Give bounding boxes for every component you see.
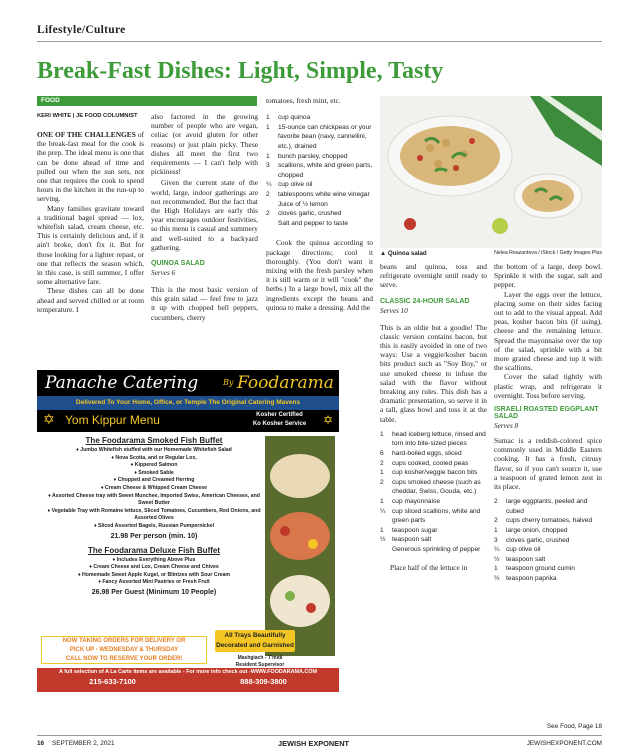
paragraph: This is an oldie but a goodie! The classic version contains bacon, but this is easily avoided in one of two ways: Use a veggie/kosher bacon bits product such as "Soy Boy," or use smoked cheese to infuse the salad with the flavor without breaking any rules. This dish has a dramatic presentation, so serve it in a tall, glass bowl and toss it at the table. (380, 322, 487, 424)
ingredient-item (380, 507, 487, 526)
ingredient-text: teaspoon sugar (392, 526, 438, 534)
column-5 (494, 262, 602, 584)
ingredient-quantity: 1 (380, 469, 384, 477)
buffet-item: ♦ Cream Cheese & Whipped Cream Cheese (100, 484, 208, 491)
ingredient-item (494, 564, 602, 574)
ingredient-text: teaspoon ground cumin (506, 565, 575, 573)
paragraph: These dishes can all be done ahead and served chilled or at room temperature. I (37, 286, 144, 314)
ingredient-item (380, 449, 487, 459)
ingredient-quantity: ½ (380, 536, 386, 544)
buffet1-items (45, 447, 263, 531)
food-platter-illustration (265, 436, 335, 656)
buffet2-title: The Foodarama Deluxe Fish Buffet (87, 545, 221, 555)
ad-phone-2[interactable]: 888-309-3800 (240, 677, 287, 686)
buffet-item: ♦ Cream Cheese and Lox, Cream Cheese and Chives (89, 564, 219, 571)
order-line-3: CALL NOW TO RESERVE YOUR ORDER! (65, 656, 183, 662)
ad-brand-foodarama: Foodarama (237, 373, 334, 393)
col2-body (151, 112, 258, 252)
ingredient-text: Generous sprinkling of pepper (392, 545, 481, 553)
ingredient-item (380, 430, 487, 449)
recipe-serves: Serves 10 (380, 306, 408, 315)
photo-credit: Nelea Reazanteva / iStock / Getty Images Plus (494, 250, 602, 256)
ingredient-quantity: 1 (380, 498, 384, 505)
ad-mashgiach (225, 655, 295, 668)
ingredient-quantity: 1 (380, 526, 384, 534)
recipe-title: ISRAELI ROASTED EGGPLANT SALAD (494, 406, 599, 421)
trays-line-1: All Trays Beautifully (224, 632, 286, 639)
ingredient-item (266, 180, 373, 190)
ad-footer-text: A full selection of A La Carte items are available - For more info check out -WWW.FOODARAMA.COM (59, 669, 317, 675)
ingredient-item (266, 209, 373, 219)
ingredient-item (380, 526, 487, 536)
ad-kosher-2: Ko Kosher Service (252, 421, 307, 427)
ingredient-text: cup olive oil (278, 181, 313, 189)
ingredient-quantity (266, 200, 278, 210)
ingredient-list (380, 430, 487, 555)
ad-brand-by: By (223, 378, 234, 387)
column-1 (37, 112, 144, 314)
ingredient-item (266, 113, 373, 123)
ingredient-quantity: 1 (494, 527, 498, 535)
ingredient-item (494, 536, 602, 546)
buffet-item: ♦ Fancy Assorted Mini Pastries or Fresh Fruit (98, 579, 210, 586)
ingredient-text: cup kosher/veggie bacon bits (392, 469, 478, 477)
ingredient-text: cup quinoa (278, 114, 311, 122)
mashgiach-line-2: Resident Supervisor (235, 661, 285, 668)
ad-order-box (41, 636, 207, 664)
footer-rule (37, 735, 602, 736)
buffet-item: ♦ Homemade Sweet Apple Kugel, or Blintzes with Sour Cream (77, 571, 231, 578)
paragraph: the bottom of a large, deep bowl. Sprinkle it with the sugar, salt and pepper. (494, 262, 602, 290)
mashgiach-line-1: Mashgiach - T'midi (237, 655, 283, 661)
ad-trays-badge (215, 630, 295, 652)
ingredient-text: bunch parsley, chopped (278, 152, 348, 160)
ingredient-text: Juice of ½ lemon (278, 200, 328, 208)
ingredient-text: head iceberg lettuce, rinsed and torn into bite-sized pieces (392, 430, 486, 448)
see-jump: See Food, Page 18 (546, 723, 602, 730)
catering-advertisement (37, 370, 339, 692)
ingredient-text: tablespoons white wine vinegar (278, 190, 370, 198)
ingredient-item (380, 497, 487, 507)
recipe-serves: Serves 6 (151, 269, 176, 278)
ingredient-text: large onion, chopped (506, 527, 568, 535)
ingredient-quantity: 2 (494, 498, 498, 506)
ad-brand-panache: Panache Catering (45, 373, 199, 393)
ingredient-quantity: 1 (494, 565, 498, 573)
paragraph: This is the most basic version of this grain salad — feel free to jazz it up with chopped bell peppers, cucumbers, cherry (151, 285, 258, 322)
buffet-item: ♦ Includes Everything Above Plus (112, 556, 196, 563)
paragraph: Cook the quinoa according to package directions; cool it thoroughly. (You don't want it mixing with the fresh parsley when it is still warm or it will "cook" the herbs.) In a large bowl, mix all the ingredients except the beans and quinoa to make a dressing. Add the (266, 238, 373, 312)
buffet-item: ♦ Sliced Assorted Bagels, Russian Pumpernickel (93, 522, 215, 529)
ad-menu-list (45, 436, 263, 596)
buffet-item: ♦ Kippered Salmon (130, 462, 178, 469)
ad-body (37, 410, 339, 692)
ingredient-quantity (266, 219, 278, 229)
trays-line-2: Decorated and Garnished (216, 642, 294, 649)
ingredient-text: teaspoon salt (392, 536, 432, 544)
ingredient-text: cups cooked, cooled peas (392, 459, 469, 467)
ingredient-quantity (380, 545, 392, 555)
ingredient-item (380, 468, 487, 478)
ingredient-list (494, 497, 602, 583)
paragraph: Sumac is a reddish-colored spice commonly used in Middle Eastern cooking. It has a fresh, citrusy flavor, so if you can't source it, use a teaspoon of grated lemon zest in its place. (494, 436, 602, 492)
ingredient-text: cloves garlic, crushed (506, 536, 570, 544)
ingredient-item (494, 516, 602, 526)
order-line-1: NOW TAKING ORDERS FOR DELIVERY OR (62, 638, 186, 644)
ad-kosher-1: Kosher Certified (256, 412, 303, 418)
ingredient-item (266, 123, 373, 152)
recipe-title: QUINOA SALAD (151, 260, 205, 268)
ingredient-item (266, 190, 373, 200)
ingredient-text: cups smoked cheese (such as cheddar, Swiss, Gouda, etc.) (392, 478, 481, 496)
buffet-item: ♦ Vegetable Tray with Romaine lettuce, Sliced Tomatoes, Cucumbers, Red Onions, and Assorted Olives (47, 507, 261, 522)
ingredient-quantity: 1 (266, 152, 270, 160)
ad-strap: Delivered To Your Home, Office, or Temple The Original Catering Mavens (37, 396, 339, 410)
byline: KERI WHITE | JE FOOD COLUMNIST (37, 113, 138, 119)
ingredient-quantity: ¼ (494, 546, 500, 554)
ingredient-quantity: 3 (266, 162, 270, 170)
ingredient-item (494, 545, 602, 555)
ingredient-item (494, 497, 602, 516)
issue-date: SEPTEMBER 2, 2021 (52, 740, 115, 747)
section-rule (37, 41, 602, 42)
ingredient-item (380, 478, 487, 497)
ingredient-item (380, 545, 487, 555)
recipe-serves: Serves 8 (494, 422, 519, 431)
ingredient-quantity: 2 (266, 190, 270, 198)
ingredient-quantity: ½ (494, 575, 500, 583)
column-3 (266, 96, 373, 312)
ingredient-quantity: 2 (494, 517, 498, 525)
paragraph: Many families gravitate toward a traditional bagel spread — lox, whitefish salad, cream cheese, etc. This is certainly delicious and, if it ain't broke, don't fix it. But for those looking for a lighter repast, or one that reflects the season which, in this case, is still summer, I offer some alternative fare. (37, 203, 144, 287)
buffet1-price: 21.98 Per person (min. 10) (110, 532, 198, 540)
ingredient-quantity: ¼ (380, 507, 386, 515)
paragraph: Cover the salad tightly with plastic wrap, and refrigerate it overnight. Toss before serving. (494, 372, 602, 400)
page-number: 16 (37, 740, 45, 747)
ingredient-item (266, 219, 373, 229)
ingredient-text: teaspoon paprika (506, 575, 557, 583)
ingredient-quantity: 2 (266, 210, 270, 218)
column-2 (151, 112, 258, 322)
star-of-david-icon: ✡ (323, 413, 334, 427)
caption-text: Quinoa salad (387, 250, 427, 257)
ad-footer-bar (37, 668, 339, 692)
paper-name: JEWISH EXPONENT (278, 739, 350, 748)
section-label: Lifestyle/Culture (37, 24, 126, 36)
site-url[interactable]: JEWISHEXPONENT.COM (526, 740, 602, 747)
ingredient-quantity: 6 (380, 450, 384, 458)
ingredient-text: Salt and pepper to taste (278, 219, 349, 227)
paragraph: Place half of the lettuce in (390, 562, 468, 572)
ingredient-item (266, 200, 373, 210)
buffet-item: ♦ Jumbo Whitefish stuffed with our Homemade Whitefish Salad (76, 447, 232, 453)
buffet1-title: The Foodarama Smoked Fish Buffet (85, 436, 223, 445)
ingredient-item (266, 161, 373, 180)
ingredient-item (494, 555, 602, 565)
paragraph: beans and quinoa, toss and refrigerate overnight until ready to serve. (380, 262, 487, 290)
ingredient-quantity: 1 (266, 123, 270, 131)
column-4 (380, 262, 487, 572)
paragraph: also factored in the growing number of people who are vegan, celiac (or avoid gluten for other reasons) or just plain picky. These dishes all meet the first two requirements — I can't help with pickiness! (151, 112, 258, 177)
ad-menu-title: Yom Kippur Menu (65, 413, 160, 427)
buffet-item: ♦ Assorted Cheese tray with Sweet Munchee, Imported Swiss, American Cheeses, and Sweet Butter (48, 492, 260, 507)
paragraph (37, 130, 144, 204)
buffet-item: ♦ Chopped and Creamed Herring (113, 477, 195, 484)
ingredient-text: large eggplants, peeled and cubed (506, 498, 588, 515)
photo-caption (380, 249, 427, 259)
ingredient-item (380, 459, 487, 469)
buffet2-items (45, 557, 263, 587)
headline: Break-Fast Dishes: Light, Simple, Tasty (37, 58, 444, 84)
ingredient-text: teaspoon salt (506, 555, 546, 563)
col5-body (494, 262, 602, 400)
ingredient-quantity: 1 (380, 430, 384, 438)
col1-body (37, 130, 144, 314)
ingredient-text: cloves garlic, crushed (278, 210, 342, 218)
ingredient-item (380, 535, 487, 545)
ingredient-quantity: 3 (494, 536, 498, 544)
ingredient-text: hard-boiled eggs, sliced (392, 450, 462, 458)
recipe-title: CLASSIC 24-HOUR SALAD (380, 297, 470, 305)
quinoa-salad-photo (380, 96, 602, 248)
ad-phone-1[interactable]: 215-633-7100 (89, 677, 136, 686)
star-of-david-icon: ✡ (43, 412, 55, 428)
buffet-item: ♦ Nova Scotia, and or Regular Lox, (111, 454, 197, 461)
paragraph-text: of the break-fast meal for the cook is the prep. The ideal menu is one that can be done ahead of time and pulled out when the sun sets, not one that requires the cook to spend hours in the kitchen in the run-up to serving. (37, 130, 144, 204)
ad-menu-bar (37, 410, 339, 432)
ingredient-quantity: 2 (380, 478, 384, 486)
ingredient-quantity: 2 (380, 459, 384, 467)
paragraph: Layer the eggs over the lettuce, placing some on their sides facing out to add to the visual appeal. Add peas, kosher bacon bits (if using), cheese and the remaining lettuce. Spread the mayonnaise over the top of the salad, sprinkle with a bit more grated cheese and top it with the scallions. (494, 289, 602, 373)
section-tag: FOOD (37, 96, 257, 106)
ad-food-photo (265, 436, 335, 656)
ingredient-text: cup sliced scallions, white and green parts (392, 507, 481, 525)
ad-header (37, 370, 339, 396)
lead-in: ONE OF THE CHALLENGES (37, 130, 136, 139)
buffet2-price: 26.98 Per Guest (Minimum 10 People) (91, 588, 217, 596)
ingredient-text: cup mayonnaise (392, 498, 441, 505)
ad-phones (37, 677, 339, 686)
paragraph: Given the current state of the world, large, indoor gatherings are not recommended. But the fact that the High Holidays are early this year encourages outdoor festivities, so this menu is casual and summery and well-suited to a backyard gathering. (151, 178, 258, 252)
ingredient-text: cup olive oil (506, 546, 541, 554)
ingredient-item (494, 526, 602, 536)
buffet-item: ♦ Smoked Sable (134, 469, 174, 476)
ingredient-text: cups cherry tomatoes, halved (506, 517, 593, 525)
ingredient-quantity: ½ (494, 555, 500, 563)
ingredient-list (266, 113, 373, 228)
ingredient-item (266, 152, 373, 162)
caption-triangle-icon: ▲ (380, 250, 388, 257)
ingredient-quantity: ¼ (266, 181, 272, 189)
ingredient-text: scallions, white and green parts, chopped (278, 162, 373, 179)
salad-illustration (380, 96, 602, 248)
order-line-2: PICK UP - WEDNESDAY & THURSDAY (69, 647, 179, 653)
ingredient-text: 15-ounce can chickpeas or your favorite bean (navy, cannellini, etc.), drained (278, 123, 372, 150)
ingredient-quantity: 1 (266, 114, 270, 122)
paragraph: tomatoes, fresh mint, etc. (266, 96, 341, 105)
ingredient-item (494, 574, 602, 584)
